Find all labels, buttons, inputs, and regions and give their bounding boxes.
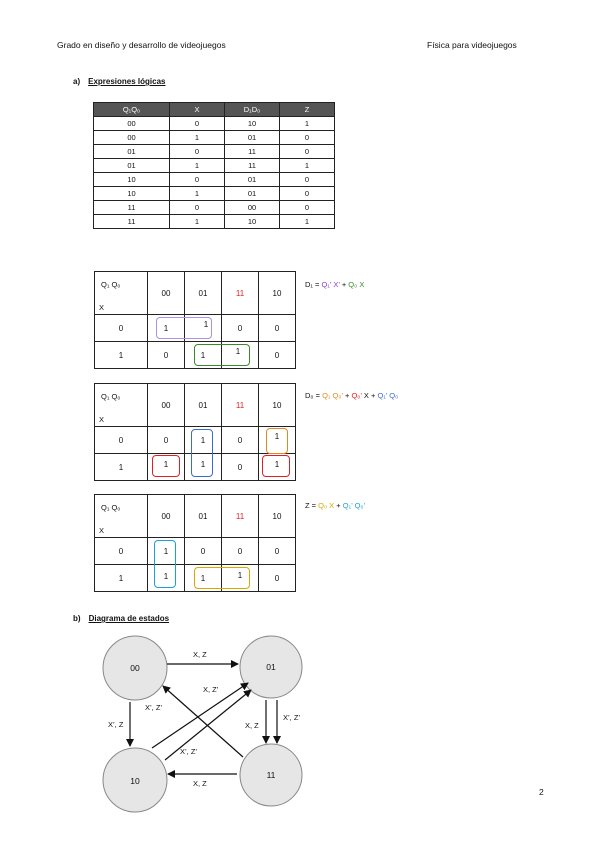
arrow-10-01 bbox=[152, 683, 248, 748]
col-11: 11 bbox=[222, 495, 259, 538]
cell: 0 bbox=[259, 315, 296, 342]
label-00-01: X, Z bbox=[193, 650, 207, 659]
col-01: 01 bbox=[185, 384, 222, 427]
cell: 1 bbox=[259, 427, 296, 454]
table-cell: 11 bbox=[94, 201, 170, 215]
cell: 0 bbox=[259, 565, 296, 592]
table-cell: 1 bbox=[170, 131, 225, 145]
header-right: Física para videojuegos bbox=[427, 40, 517, 50]
table-cell: 0 bbox=[280, 187, 335, 201]
th-x: X bbox=[170, 103, 225, 117]
cell: 0 bbox=[222, 315, 259, 342]
table-cell: 1 bbox=[170, 187, 225, 201]
cell: 1 bbox=[148, 565, 185, 592]
equation-d0: D₀ = Q₁ Q₀’ + Q₀’ X + Q₁’ Q₀ bbox=[305, 391, 399, 400]
cell: 1 bbox=[222, 565, 259, 592]
state-11-label: 11 bbox=[266, 770, 276, 780]
table-cell: 0 bbox=[170, 145, 225, 159]
arrow-11-00 bbox=[163, 686, 243, 757]
label-10-01-b: X’, Z’ bbox=[180, 747, 198, 756]
table-cell: 1 bbox=[170, 159, 225, 173]
cell: 1 bbox=[185, 454, 222, 481]
table-cell: 11 bbox=[94, 215, 170, 229]
col-11: 11 bbox=[222, 384, 259, 427]
kmap-x-label: X bbox=[99, 303, 105, 312]
table-cell: 00 bbox=[94, 117, 170, 131]
label-11-00: X’, Z’ bbox=[145, 703, 163, 712]
cell: 1 bbox=[185, 565, 222, 592]
state-00-label: 00 bbox=[130, 663, 140, 673]
col-00: 00 bbox=[148, 384, 185, 427]
label-01-11-b: X’, Z’ bbox=[283, 713, 301, 722]
row-1: 1 bbox=[95, 342, 148, 369]
cell: 1 bbox=[148, 538, 185, 565]
table-cell: 10 bbox=[94, 187, 170, 201]
col-10: 10 bbox=[259, 272, 296, 315]
label-00-10: X’, Z bbox=[108, 720, 124, 729]
table-cell: 10 bbox=[225, 117, 280, 131]
cell: 0 bbox=[259, 342, 296, 369]
table-cell: 0 bbox=[280, 145, 335, 159]
table-cell: 01 bbox=[225, 187, 280, 201]
cell: 0 bbox=[222, 454, 259, 481]
cell: 1 bbox=[185, 427, 222, 454]
cell: 0 bbox=[185, 538, 222, 565]
cell: 0 bbox=[222, 427, 259, 454]
th-z: Z bbox=[280, 103, 335, 117]
cell: 1 bbox=[148, 315, 185, 342]
cell: 0 bbox=[222, 538, 259, 565]
state-01-label: 01 bbox=[266, 662, 276, 672]
kmap-d0: Q₁ Q₀ X 00 01 11 10 0 0 1 0 1 1 1 1 0 1 bbox=[94, 383, 296, 481]
table-cell: 11 bbox=[225, 159, 280, 173]
table-cell: 01 bbox=[225, 173, 280, 187]
label-10-01: X, Z’ bbox=[203, 685, 219, 694]
table-cell: 1 bbox=[280, 117, 335, 131]
table-cell: 0 bbox=[280, 131, 335, 145]
table-cell: 01 bbox=[94, 159, 170, 173]
col-00: 00 bbox=[148, 272, 185, 315]
state-10-label: 10 bbox=[130, 776, 140, 786]
col-10: 10 bbox=[259, 495, 296, 538]
table-cell: 0 bbox=[170, 117, 225, 131]
table-cell: 1 bbox=[280, 215, 335, 229]
table-cell: 0 bbox=[170, 173, 225, 187]
kmap-z: Q₁ Q₀ X 00 01 11 10 0 1 0 0 0 1 1 1 1 0 bbox=[94, 494, 296, 592]
table-cell: 0 bbox=[280, 173, 335, 187]
table-cell: 10 bbox=[225, 215, 280, 229]
table-cell: 01 bbox=[94, 145, 170, 159]
cell: 1 bbox=[185, 315, 222, 342]
header-left: Grado en diseño y desarrollo de videojuegos bbox=[57, 40, 226, 50]
label-01-11-a: X, Z bbox=[245, 721, 259, 730]
col-01: 01 bbox=[185, 272, 222, 315]
col-01: 01 bbox=[185, 495, 222, 538]
table-cell: 00 bbox=[94, 131, 170, 145]
th-d: D₁D₀ bbox=[225, 103, 280, 117]
col-00: 00 bbox=[148, 495, 185, 538]
col-10: 10 bbox=[259, 384, 296, 427]
table-cell: 11 bbox=[225, 145, 280, 159]
cell: 1 bbox=[222, 342, 259, 369]
equation-z: Z = Q₀ X + Q₁’ Q₀’ bbox=[305, 501, 366, 510]
cell: 0 bbox=[148, 342, 185, 369]
label-11-10: X, Z bbox=[193, 779, 207, 788]
cell: 1 bbox=[148, 454, 185, 481]
kmap-q-label: Q₁ Q₀ bbox=[101, 280, 121, 289]
table-cell: 1 bbox=[280, 159, 335, 173]
equation-d1: D₁ = Q₁’ X’ + Q₀ X bbox=[305, 280, 365, 289]
th-q: Q₁Q₀ bbox=[94, 103, 170, 117]
cell: 0 bbox=[259, 538, 296, 565]
table-cell: 0 bbox=[170, 201, 225, 215]
col-11: 11 bbox=[222, 272, 259, 315]
table-cell: 0 bbox=[280, 201, 335, 215]
table-cell: 01 bbox=[225, 131, 280, 145]
section-a-heading: a) Expresiones lógicas bbox=[73, 77, 166, 86]
row-0: 0 bbox=[95, 315, 148, 342]
cell: 0 bbox=[148, 427, 185, 454]
cell: 1 bbox=[185, 342, 222, 369]
section-b-heading: b) Diagrama de estados bbox=[73, 614, 170, 623]
table-cell: 00 bbox=[225, 201, 280, 215]
cell: 1 bbox=[259, 454, 296, 481]
page-number: 2 bbox=[539, 787, 544, 797]
table-cell: 1 bbox=[170, 215, 225, 229]
arrow-10-01-b bbox=[165, 690, 251, 760]
table-cell: 10 bbox=[94, 173, 170, 187]
